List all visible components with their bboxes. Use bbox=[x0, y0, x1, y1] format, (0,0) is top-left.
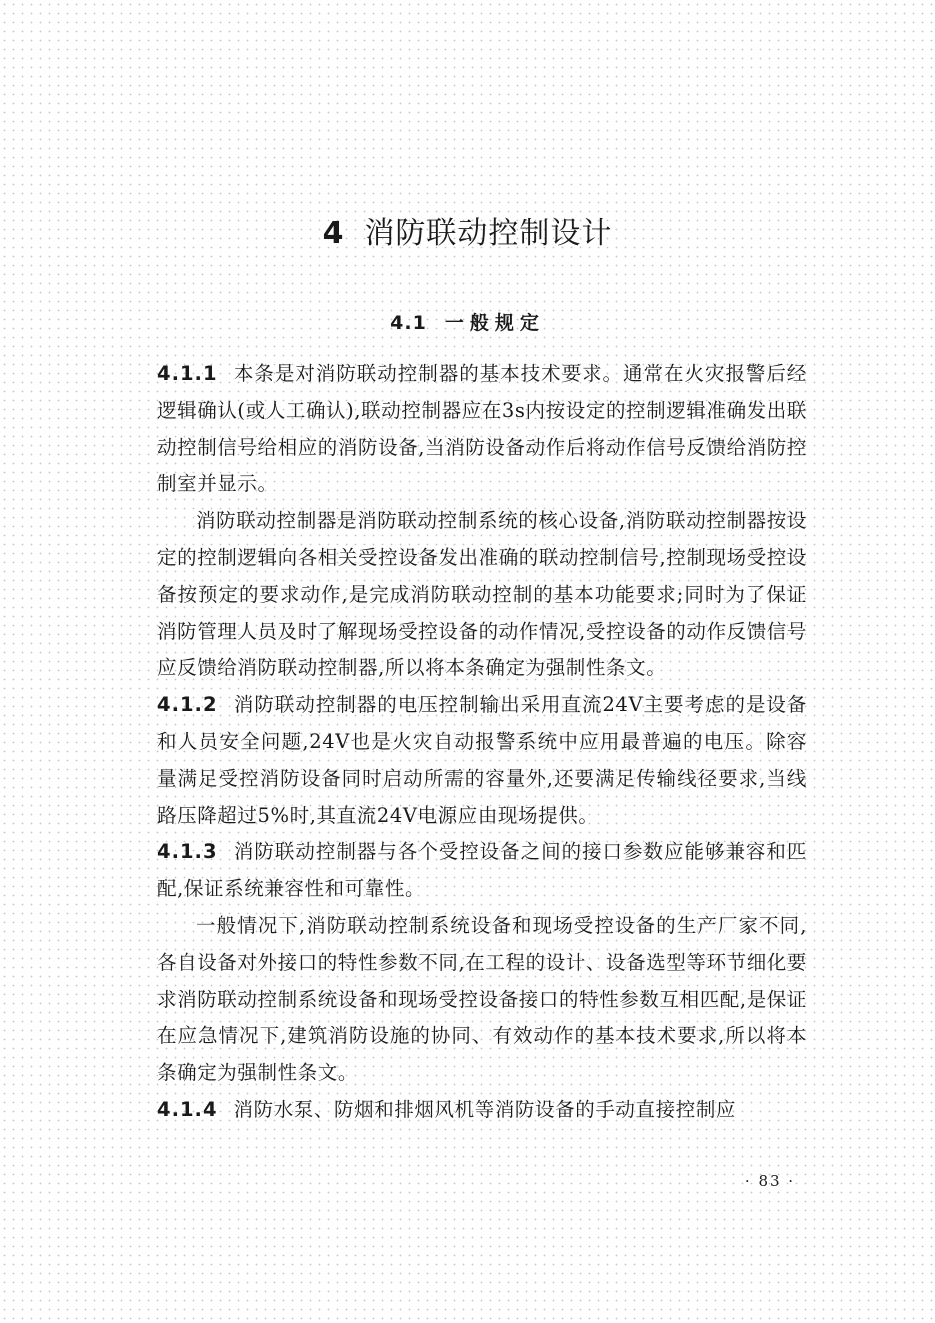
chapter-number: 4 bbox=[322, 216, 345, 251]
clause-number: 4.1.2 bbox=[157, 693, 218, 717]
paragraph-text: 消防联动控制器与各个受控设备之间的接口参数应能够兼容和匹配,保证系统兼容性和可靠性。 bbox=[157, 840, 807, 901]
section-title-text: 一般规定 bbox=[444, 312, 545, 334]
paragraph-text: 一般情况下,消防联动控制系统设备和现场受控设备的生产厂家不同,各自设备对外接口的特性参数不同,在工程的设计、设备选型等环节细化要求消防联动控制系统设备和现场受控设备接口的特性参数互相匹配,是保证在应急情况下,建筑消防设施的协同、有效动作的基本技术要求,所以将本条确定为强制性条文。 bbox=[157, 913, 807, 1085]
section-number: 4.1 bbox=[390, 312, 427, 334]
paragraph-clause-4-1-1 bbox=[157, 356, 807, 503]
paragraph-text: 消防水泵、防烟和排烟风机等消防设备的手动直接控制应 bbox=[233, 1097, 737, 1121]
page-number: · 83 · bbox=[744, 1172, 796, 1190]
clause-number: 4.1.3 bbox=[157, 840, 218, 864]
clause-number: 4.1.1 bbox=[157, 362, 218, 385]
paragraph-text: 消防联动控制器的电压控制输出采用直流24V主要考虑的是设备和人员安全问题,24V也是火灾自动报警系统中应用最普遍的电压。除容量满足受控消防设备同时启动所需的容量外,还要满足传输线径要求,当线路压降超过5%时,其直流24V电源应由现场提供。 bbox=[157, 693, 807, 827]
paragraph-explanation-4-1-1 bbox=[157, 503, 807, 687]
section-title bbox=[0, 308, 935, 338]
clause-number: 4.1.4 bbox=[157, 1097, 218, 1121]
paragraph-clause-4-1-3 bbox=[157, 834, 807, 908]
paragraph-text: 消防联动控制器是消防联动控制系统的核心设备,消防联动控制器按设定的控制逻辑向各相关受控设备发出准确的联动控制信号,控制现场受控设备按预定的要求动作,是完成消防联动控制的基本功能要求;同时为了保证消防管理人员及时了解现场受控设备的动作情况,受控设备的动作反馈信号应反馈给消防联动控制器,所以将本条确定为强制性条文。 bbox=[157, 509, 807, 680]
paragraph-text: 本条是对消防联动控制器的基本技术要求。通常在火灾报警后经逻辑确认(或人工确认),联动控制器应在3s内按设定的控制逻辑准确发出联动控制信号给相应的消防设备,当消防设备动作后将动作信号反馈给消防控制室并显示。 bbox=[157, 362, 807, 496]
paragraph-clause-4-1-4 bbox=[157, 1092, 807, 1129]
paragraph-explanation-4-1-3 bbox=[157, 908, 807, 1092]
chapter-title bbox=[0, 212, 935, 256]
chapter-title-text: 消防联动控制设计 bbox=[364, 216, 613, 251]
body-text bbox=[157, 356, 807, 1129]
paragraph-clause-4-1-2 bbox=[157, 687, 807, 834]
